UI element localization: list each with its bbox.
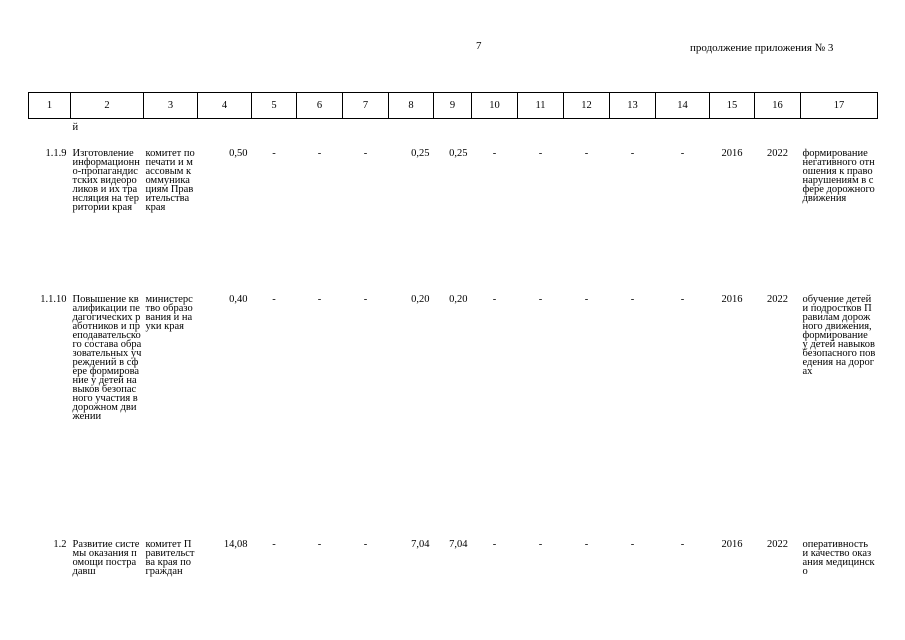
table-row [29,540,878,596]
row-name: Повышение квалификации педагогических работников и преподавательского состава образовательных учреждений в сфере формирование у детей навыков безопасного участия в дорожном движении [72,293,142,422]
row-cell: 7,04 [449,538,468,550]
row-cell: 0,20 [411,293,430,305]
row-cell: - [317,293,322,305]
column-header: 3 [144,93,198,119]
row-cell: - [630,538,635,550]
row-start-year: 2016 [721,538,743,550]
row-total: 0,40 [229,293,248,305]
row-code: 1.1.10 [40,293,67,305]
column-header: 14 [656,93,710,119]
row-cell: - [272,293,276,305]
row-cell: - [630,147,635,159]
column-header: 1 [29,93,71,119]
page-number: 7 [476,40,482,52]
column-header: 2 [71,93,144,119]
row-executor: комитет по печати и массовым коммуникациям Правительства края [145,147,195,213]
row-end-year: 2022 [767,538,788,550]
row-code: 1.1.9 [45,147,67,159]
row-cell: - [538,147,543,159]
column-header: 12 [564,93,610,119]
row-end-year: 2022 [767,293,788,305]
row-cell: - [538,538,543,550]
table-row [29,149,878,295]
table-row [29,295,878,540]
column-header: 11 [518,93,564,119]
row-cell: - [363,293,368,305]
row-end-year: 2022 [767,147,788,159]
row-result: обучение детей и подростков Правилам дорожного движения, формирование у детей навыков безопасного поведения на дорогах [802,293,876,377]
row-cell: - [363,147,368,159]
row-cell: - [272,538,276,550]
row-start-year: 2016 [721,147,743,159]
column-header: 16 [755,93,801,119]
row-total: 14,08 [223,538,248,550]
row-cell: - [317,147,322,159]
row-cell: - [630,293,635,305]
column-header: 5 [252,93,297,119]
row-cell: - [584,293,589,305]
row-cell: - [680,147,685,159]
row-code: 1.2 [53,538,67,550]
row-executor: комитет Правительства края по граждан [145,538,195,577]
row-cell: - [492,538,497,550]
row-cell: - [363,538,368,550]
row-cell: - [584,538,589,550]
row-cell: 0,25 [449,147,468,159]
column-header: 17 [801,93,878,119]
row-executor: министерство образования и науки края [145,293,193,332]
row-name: Изготовление информационно-пропагандистских видеороликов и их трансляция на территории края [72,147,140,213]
program-table [28,92,878,596]
row-cell: - [492,147,497,159]
row-cell: - [538,293,543,305]
row-cell: 0,20 [449,293,468,305]
table-header-row [29,93,878,119]
column-header: 15 [710,93,755,119]
row-cell: 0,25 [411,147,430,159]
column-header: 13 [610,93,656,119]
row-cell: - [680,293,685,305]
row-cell: - [272,147,276,159]
continuation-label: продолжение приложения № 3 [690,42,834,54]
row-result: формирование негативного отношения к правонарушениям в сфере дорожного движения [802,147,875,204]
carry-over-row [29,119,878,149]
column-header: 10 [472,93,518,119]
column-header: 8 [389,93,434,119]
row-cell: - [680,538,685,550]
column-header: 7 [343,93,389,119]
row-cell: - [584,147,589,159]
column-header: 4 [198,93,252,119]
row-name: Развитие системы оказания помощи пострадавш [72,538,140,577]
row-start-year: 2016 [721,293,743,305]
column-header: 9 [434,93,472,119]
carry-over-text: й [72,122,79,133]
row-cell: 7,04 [411,538,430,550]
row-cell: - [317,538,322,550]
column-header: 6 [297,93,343,119]
row-total: 0,50 [229,147,248,159]
row-cell: - [492,293,497,305]
row-result: оперативность и качество оказания медицинско [802,538,875,577]
